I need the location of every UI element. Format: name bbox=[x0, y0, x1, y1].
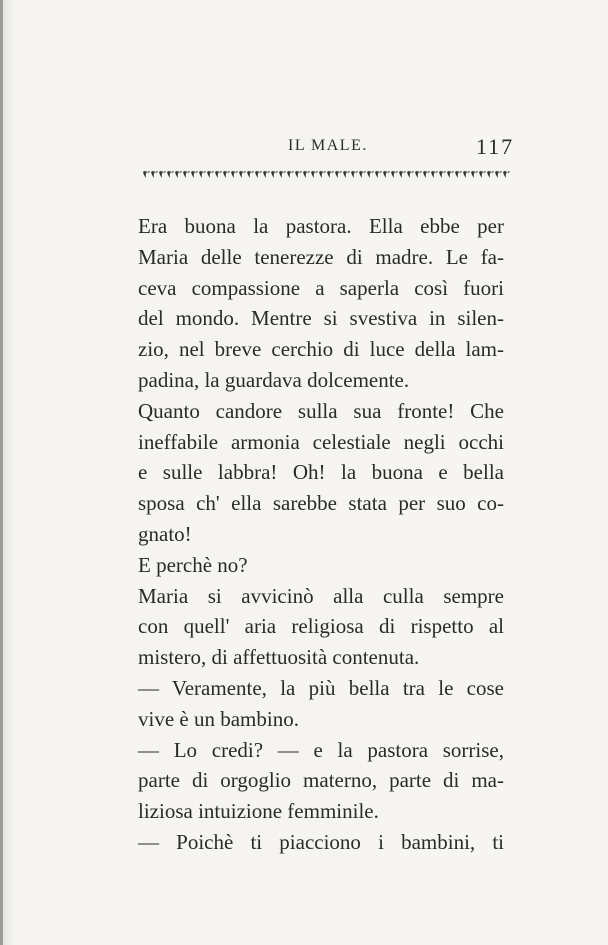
ornament-glyph bbox=[151, 171, 158, 178]
ornament-glyph bbox=[231, 171, 238, 178]
ornament-glyph bbox=[239, 171, 246, 178]
ornament-glyph bbox=[431, 171, 438, 178]
ornament-glyph bbox=[271, 171, 278, 178]
text-line: liziosa intuizione femminile. bbox=[138, 799, 379, 824]
text-line: sposa ch' ella sarebbe stata per suo co- bbox=[138, 491, 504, 516]
ornament-glyph bbox=[215, 171, 222, 178]
ornament-glyph bbox=[359, 171, 366, 178]
ornament-glyph bbox=[287, 171, 294, 178]
ornament-glyph bbox=[167, 171, 174, 178]
ornament-glyph bbox=[303, 171, 310, 178]
ornament-glyph bbox=[159, 171, 166, 178]
text-line: ceva compassione a saperla così fuori bbox=[138, 275, 504, 300]
ornament-glyph bbox=[247, 171, 254, 178]
page-number: 117 bbox=[476, 134, 515, 159]
decorative-rule bbox=[143, 168, 511, 182]
text-line: Era buona la pastora. Ella ebbe per bbox=[138, 214, 504, 238]
ornament-glyph bbox=[423, 171, 430, 178]
ornament-glyph bbox=[383, 171, 390, 178]
ornament-glyph bbox=[143, 171, 150, 178]
text-line: — Lo credi? — e la pastora sorrise, bbox=[138, 737, 504, 762]
ornament-glyph bbox=[415, 171, 422, 178]
ornament-glyph bbox=[335, 171, 342, 178]
ornament-glyph bbox=[263, 171, 270, 178]
ornament-glyph bbox=[351, 171, 358, 178]
text-line: gnato! bbox=[138, 521, 192, 546]
ornament-glyph bbox=[343, 171, 350, 178]
ornament-glyph bbox=[479, 171, 486, 178]
text-line: Maria delle tenerezze di madre. Le fa- bbox=[138, 244, 504, 269]
text-line: mistero, di affettuosità contenuta. bbox=[138, 645, 420, 670]
ornament-glyph bbox=[191, 171, 198, 178]
body-text bbox=[138, 211, 504, 858]
text-line: — Poichè ti piacciono i bambini, ti bbox=[138, 829, 504, 854]
ornament-glyph bbox=[295, 171, 302, 178]
ornament-glyph bbox=[255, 171, 262, 178]
ornament-glyph bbox=[199, 171, 206, 178]
text-line: — Veramente, la più bella tra le cose bbox=[138, 675, 504, 700]
ornament-glyph bbox=[439, 171, 446, 178]
ornament-glyph bbox=[207, 171, 214, 178]
text-line: Maria si avvicinò alla culla sempre bbox=[138, 583, 504, 608]
ornament-glyph bbox=[487, 171, 494, 178]
ornament-glyph bbox=[447, 171, 454, 178]
text-line: E perchè no? bbox=[138, 552, 248, 577]
ornament-glyph bbox=[367, 171, 374, 178]
text-line: parte di orgoglio materno, parte di ma- bbox=[138, 768, 504, 793]
text-line: zio, nel breve cerchio di luce della lam- bbox=[138, 337, 504, 362]
ornament-glyph bbox=[495, 171, 502, 178]
ornament-glyph bbox=[455, 171, 462, 178]
ornament-glyph bbox=[223, 171, 230, 178]
ornament-glyph bbox=[463, 171, 470, 178]
ornament-glyph bbox=[319, 171, 326, 178]
text-line: Quanto candore sulla sua fronte! Che bbox=[138, 398, 504, 423]
ornament-glyph bbox=[503, 171, 510, 178]
ornament-glyph bbox=[311, 171, 318, 178]
ornament-glyph bbox=[175, 171, 182, 178]
ornament-glyph bbox=[407, 171, 414, 178]
ornament-glyph bbox=[183, 171, 190, 178]
ornament-glyph bbox=[327, 171, 334, 178]
text-line: con quell' aria religiosa di rispetto al bbox=[138, 614, 504, 639]
ornament-glyph bbox=[399, 171, 406, 178]
ornament-glyph bbox=[471, 171, 478, 178]
page-edge bbox=[0, 0, 3, 945]
ornament-glyph bbox=[391, 171, 398, 178]
text-line: del mondo. Mentre si svestiva in silen- bbox=[138, 306, 504, 331]
text-line: vive è un bambino. bbox=[138, 706, 299, 731]
text-line: ineffabile armonia celestiale negli occhi bbox=[138, 429, 504, 454]
ornament-glyph bbox=[279, 171, 286, 178]
running-title: IL MALE. bbox=[288, 137, 368, 154]
text-line: padina, la guardava dolcemente. bbox=[138, 367, 410, 392]
ornament-glyph bbox=[375, 171, 382, 178]
text-line: e sulle labbra! Oh! la buona e bella bbox=[138, 460, 504, 485]
